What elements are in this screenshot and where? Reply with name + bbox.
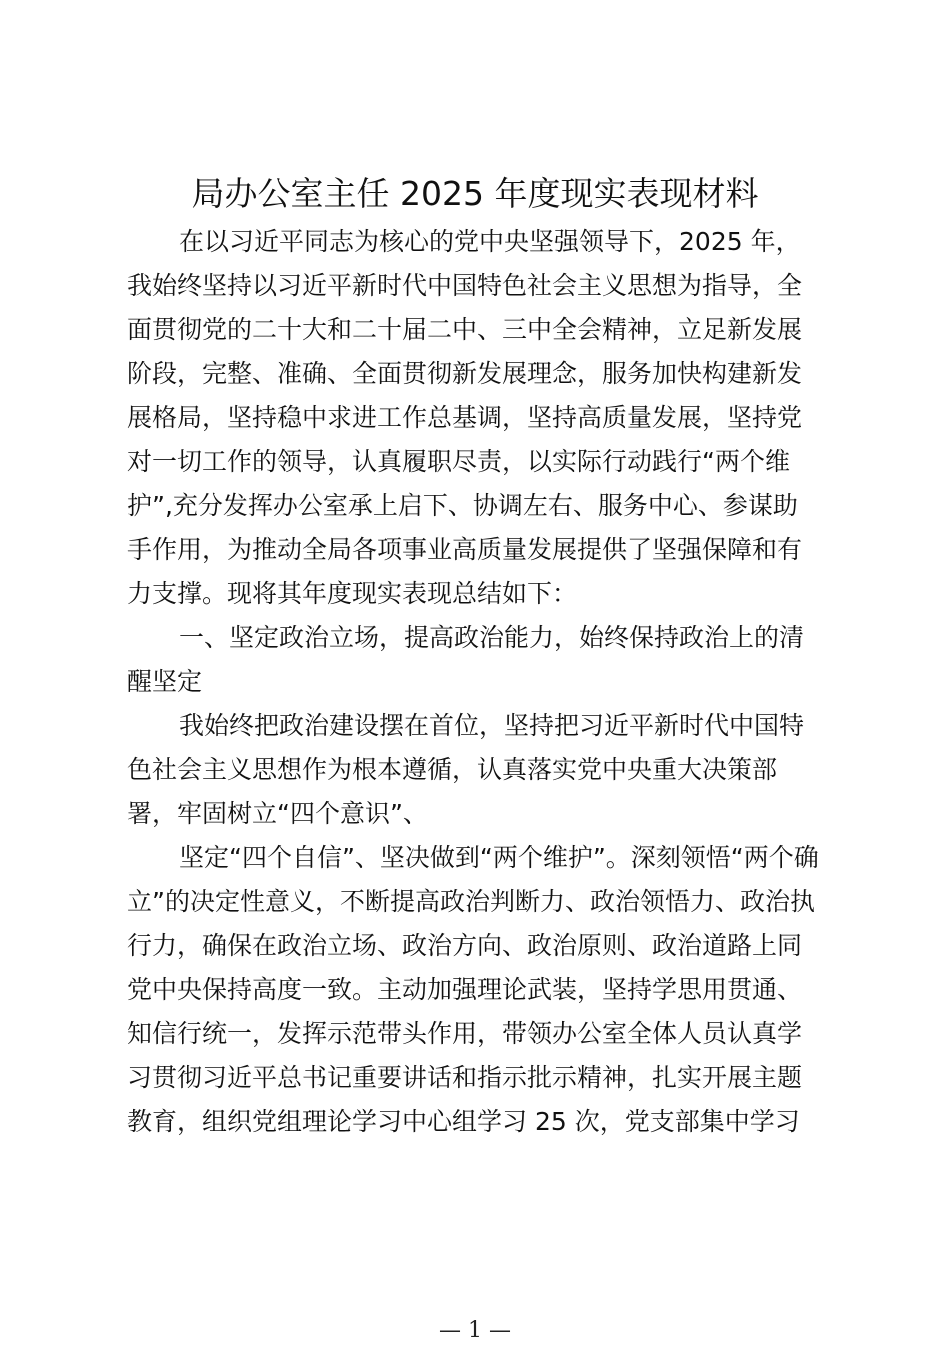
paragraph-line: 我始终坚持以习近平新时代中国特色社会主义思想为指导，全 xyxy=(127,271,803,300)
document-body xyxy=(127,220,827,1144)
paragraph-line: 坚定“四个自信”、坚决做到“两个维护”。深刻领悟“两个确 xyxy=(179,843,819,872)
page-number: — 1 — xyxy=(439,1318,511,1343)
paragraph-line: 党中央保持高度一致。主动加强理论武装，坚持学思用贯通、 xyxy=(127,975,803,1004)
section-heading-line: 一、坚定政治立场，提高政治能力，始终保持政治上的清 xyxy=(179,623,805,652)
paragraph-line: 面贯彻党的二十大和二十届二中、三中全会精神，立足新发展 xyxy=(127,315,803,344)
paragraph-line: 在以习近平同志为核心的党中央坚强领导下，2025 年， xyxy=(179,227,801,256)
paragraph-line: 我始终把政治建设摆在首位，坚持把习近平新时代中国特 xyxy=(179,711,805,740)
paragraph-line: 行力，确保在政治立场、政治方向、政治原则、政治道路上同 xyxy=(127,931,803,960)
paragraph-line: 色社会主义思想作为根本遵循，认真落实党中央重大决策部 xyxy=(127,755,778,784)
paragraph-line: 手作用，为推动全局各项事业高质量发展提供了坚强保障和有 xyxy=(127,535,803,564)
paragraph-line: 护”,充分发挥办公室承上启下、协调左右、服务中心、参谋助 xyxy=(127,491,798,520)
paragraph-line: 立”的决定性意义，不断提高政治判断力、政治领悟力、政治执 xyxy=(127,887,815,916)
paragraph-line: 对一切工作的领导，认真履职尽责，以实际行动践行“两个维 xyxy=(127,447,790,476)
paragraph-line: 知信行统一，发挥示范带头作用，带领办公室全体人员认真学 xyxy=(127,1019,803,1048)
paragraph-line: 署，牢固树立“四个意识”、 xyxy=(127,799,428,828)
section-heading-line: 醒坚定 xyxy=(127,667,203,696)
document-title: 局办公室主任 2025 年度现实表现材料 xyxy=(191,174,759,213)
paragraph-line: 教育，组织党组理论学习中心组学习 25 次，党支部集中学习 xyxy=(127,1107,800,1136)
paragraph-line: 习贯彻习近平总书记重要讲话和指示批示精神，扎实开展主题 xyxy=(127,1063,803,1092)
paragraph-line: 力支撑。现将其年度现实表现总结如下： xyxy=(127,579,578,608)
paragraph-line: 展格局，坚持稳中求进工作总基调，坚持高质量发展，坚持党 xyxy=(127,403,803,432)
paragraph-line: 阶段，完整、准确、全面贯彻新发展理念，服务加快构建新发 xyxy=(127,359,803,388)
